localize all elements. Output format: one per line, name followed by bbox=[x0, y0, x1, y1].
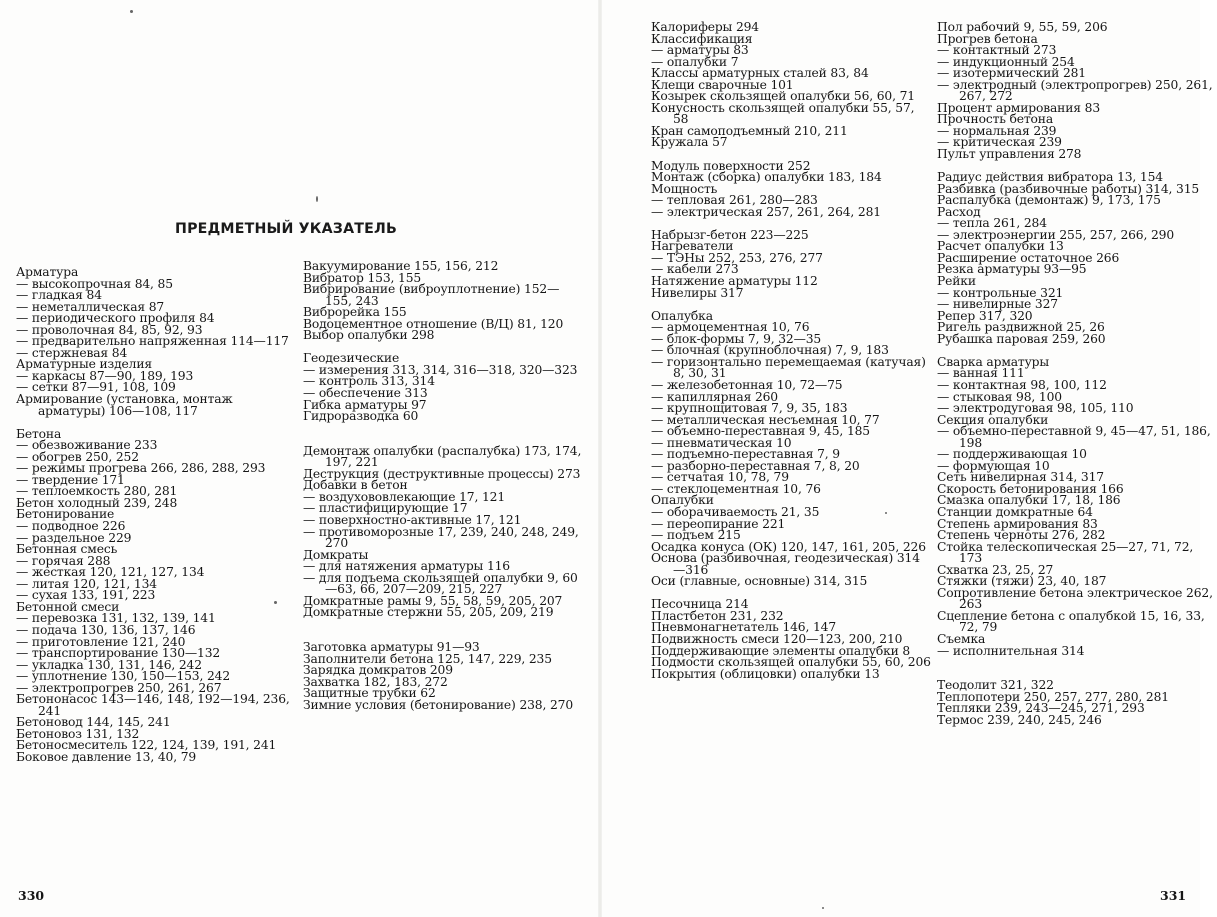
index-entry: Козырек скользящей опалубки 56, 60, 71 bbox=[651, 89, 915, 104]
index-entry: Степень армирования 83 bbox=[937, 516, 1098, 531]
index-entry: — металлическая несъемная 10, 77 bbox=[651, 412, 880, 427]
index-entry: — обогрев 250, 252 bbox=[16, 449, 139, 464]
index-entry: Водоцементное отношение (В/Ц) 81, 120 bbox=[303, 316, 564, 331]
index-entry: — уплотнение 130, 150—153, 242 bbox=[16, 669, 231, 684]
index-entry: — обезвоживание 233 bbox=[16, 438, 158, 453]
index-entry: Секция опалубки bbox=[937, 412, 1049, 427]
index-entry: Прочность бетона bbox=[937, 112, 1054, 127]
index-entry: Заполнители бетона 125, 147, 229, 235 bbox=[303, 651, 552, 666]
index-entry: — тепла 261, 284 bbox=[937, 216, 1047, 231]
index-entry: Конусность скользящей опалубки 55, 57, 58 bbox=[651, 100, 919, 127]
index-entry: Натяжение арматуры 112 bbox=[651, 274, 818, 289]
index-entry: Схватка 23, 25, 27 bbox=[937, 562, 1054, 577]
index-entry: Станции домкратные 64 bbox=[937, 504, 1093, 519]
index-entry: Разбивка (разбивочные работы) 314, 315 bbox=[937, 181, 1200, 196]
index-entry: — объемно-переставной 9, 45—47, 51, 186, 198 bbox=[937, 424, 1215, 450]
index-entry: Боковое давление 13, 40, 79 bbox=[16, 749, 197, 764]
index-entry: — сетки 87—91, 108, 109 bbox=[16, 380, 176, 395]
index-entry: Деструкция (деструктивные процессы) 273 bbox=[303, 466, 581, 481]
index-entry: — высокопрочная 84, 85 bbox=[16, 276, 173, 291]
index-entry: — блочная (крупноблочная) 7, 9, 183 bbox=[651, 343, 889, 358]
index-entry: Радиус действия вибратора 13, 154 bbox=[937, 170, 1163, 185]
index-entry: — предварительно напряженная 114—117 bbox=[16, 334, 289, 349]
index-entry: — тепловая 261, 280—283 bbox=[651, 193, 818, 208]
index-entry: — разборно-переставная 7, 8, 20 bbox=[651, 458, 860, 473]
index-spacer bbox=[303, 423, 583, 435]
page-number-right: 331 bbox=[1160, 888, 1187, 903]
index-entry: Сцепление бетона с опалубкой 15, 16, 33, 72, 79 bbox=[937, 608, 1209, 635]
index-entry: Кран самоподъемный 210, 211 bbox=[651, 123, 848, 138]
index-entry: — подъем 215 bbox=[651, 528, 741, 543]
index-entry: Теодолит 321, 322 bbox=[937, 678, 1054, 693]
index-entry: Классификация bbox=[651, 31, 753, 46]
index-entry: — для натяжения арматуры 116 bbox=[303, 559, 510, 574]
index-entry: Стяжки (тяжи) 23, 40, 187 bbox=[937, 574, 1107, 589]
index-spacer bbox=[303, 619, 583, 631]
index-entry: — критическая 239 bbox=[937, 135, 1062, 150]
index-entry: Демонтаж опалубки (распалубка) 173, 174, 197, 221 bbox=[303, 443, 585, 470]
index-entry: — индукционный 254 bbox=[937, 54, 1075, 69]
index-entry: — контактная 98, 100, 112 bbox=[937, 377, 1107, 392]
index-entry: Виброрейка 155 bbox=[303, 305, 407, 320]
index-entry: — гладкая 84 bbox=[16, 288, 102, 303]
index-entry: Сварка арматуры bbox=[937, 354, 1050, 369]
index-entry: Смазка опалубки 17, 18, 186 bbox=[937, 493, 1121, 508]
index-entry: Прогрев бетона bbox=[937, 31, 1038, 46]
index-entry: Покрытия (облицовки) опалубки 13 bbox=[651, 666, 880, 681]
index-entry: Домкратные стержни 55, 205, 209, 219 bbox=[303, 605, 554, 620]
index-entry: Зарядка домкратов 209 bbox=[303, 663, 453, 678]
index-entry: — ванная 111 bbox=[937, 366, 1025, 381]
index-entry: — электродуговая 98, 105, 110 bbox=[937, 401, 1134, 416]
index-entry: Рейки bbox=[937, 274, 976, 289]
index-entry: — режимы прогрева 266, 286, 288, 293 bbox=[16, 461, 266, 476]
index-entry: Монтаж (сборка) опалубки 183, 184 bbox=[651, 170, 882, 185]
index-entry: — стыковая 98, 100 bbox=[937, 389, 1062, 404]
index-entry: Нагреватели bbox=[651, 239, 734, 254]
index-entry: Сопротивление бетона электрическое 262, 263 bbox=[937, 585, 1217, 612]
index-entry: Пульт управления 278 bbox=[937, 147, 1082, 162]
index-entry: Опалубка bbox=[651, 308, 713, 323]
index-entry: Выбор опалубки 298 bbox=[303, 328, 435, 343]
index-entry: — укладка 130, 131, 146, 242 bbox=[16, 657, 202, 672]
index-entry: Скорость бетонирования 166 bbox=[937, 481, 1124, 496]
index-entry: — нивелирные 327 bbox=[937, 297, 1058, 312]
index-entry: Подвижность смеси 120—123, 200, 210 bbox=[651, 631, 903, 646]
index-entry: Арматурные изделия bbox=[16, 357, 152, 372]
index-entry: Бетона bbox=[16, 426, 62, 441]
index-entry: Захватка 182, 183, 272 bbox=[303, 674, 448, 689]
index-entry: Репер 317, 320 bbox=[937, 308, 1033, 323]
index-entry: — обеспечение 313 bbox=[303, 386, 428, 401]
index-entry: — крупнощитовая 7, 9, 35, 183 bbox=[651, 401, 848, 416]
index-entry: Домкратные рамы 9, 55, 58, 59, 205, 207 bbox=[303, 593, 563, 608]
index-entry: — сетчатая 10, 78, 79 bbox=[651, 470, 789, 485]
index-entry: — сухая 133, 191, 223 bbox=[16, 588, 156, 603]
index-entry: — периодического профиля 84 bbox=[16, 311, 215, 326]
index-entry: — подача 130, 136, 137, 146 bbox=[16, 622, 196, 637]
index-entry: Осадка конуса (ОК) 120, 147, 161, 205, 226 bbox=[651, 539, 926, 554]
index-entry: — каркасы 87—90, 189, 193 bbox=[16, 368, 194, 383]
index-entry: — электроэнергии 255, 257, 266, 290 bbox=[937, 227, 1175, 242]
index-entry: Стойка телескопическая 25—27, 71, 72, 173 bbox=[937, 539, 1197, 566]
index-entry: Бетонная смесь bbox=[16, 542, 118, 557]
index-entry: Бетон холодный 239, 248 bbox=[16, 495, 178, 510]
index-spacer bbox=[937, 657, 1217, 669]
index-entry: — твердение 171 bbox=[16, 472, 125, 487]
index-entry: — проволочная 84, 85, 92, 93 bbox=[16, 322, 203, 337]
index-entry: Сеть нивелирная 314, 317 bbox=[937, 470, 1104, 485]
index-column-2 bbox=[303, 261, 583, 711]
index-entry: — формующая 10 bbox=[937, 458, 1050, 473]
index-entry: — подъемно-переставная 7, 9 bbox=[651, 447, 840, 462]
index-column-4 bbox=[937, 22, 1217, 726]
index-entry: Бетоновод 144, 145, 241 bbox=[16, 715, 171, 730]
index-entry: Мощность bbox=[651, 181, 718, 196]
index-entry: Подмости скользящей опалубки 55, 60, 206 bbox=[651, 655, 931, 670]
index-entry: — горизонтально перемещаемая (катучая) 8, 30, 31 bbox=[651, 354, 930, 381]
index-entry: — исполнительная 314 bbox=[937, 643, 1085, 658]
index-entry: Расширение остаточное 266 bbox=[937, 250, 1120, 265]
index-entry: Процент армирования 83 bbox=[937, 100, 1100, 115]
index-entry: — перевозка 131, 132, 139, 141 bbox=[16, 611, 216, 626]
index-entry: — объемно-переставная 9, 45, 185 bbox=[651, 424, 870, 439]
index-entry: Вибрирование (виброуплотнение) 152—155, 243 bbox=[303, 282, 560, 308]
index-entry: — раздельное 229 bbox=[16, 530, 132, 545]
page-331 bbox=[600, 0, 1217, 917]
index-entry: Термос 239, 240, 245, 246 bbox=[937, 712, 1102, 727]
index-entry: Бетоновоз 131, 132 bbox=[16, 726, 140, 741]
index-entry: Защитные трубки 62 bbox=[303, 686, 436, 701]
index-entry: Оси (главные, основные) 314, 315 bbox=[651, 574, 868, 589]
index-entry: Добавки в бетон bbox=[303, 478, 408, 493]
index-entry: Теплопотери 250, 257, 277, 280, 281 bbox=[937, 689, 1169, 704]
index-entry: — жесткая 120, 121, 127, 134 bbox=[16, 565, 205, 580]
index-entry: — блок-формы 7, 9, 32—35 bbox=[651, 331, 822, 346]
index-entry: — изотермический 281 bbox=[937, 66, 1086, 81]
index-entry: — ТЭНы 252, 253, 276, 277 bbox=[651, 250, 823, 265]
index-entry: — поверхностно-активные 17, 121 bbox=[303, 513, 522, 528]
index-entry: — армоцементная 10, 76 bbox=[651, 320, 810, 335]
index-entry: — кабели 273 bbox=[651, 262, 739, 277]
index-entry: — стержневая 84 bbox=[16, 345, 128, 360]
index-entry: — стеклоцементная 10, 76 bbox=[651, 481, 821, 496]
index-entry: — измерения 313, 314, 316—318, 320—323 bbox=[303, 362, 578, 377]
index-entry: — литая 120, 121, 134 bbox=[16, 576, 157, 591]
index-entry: — противоморозные 17, 239, 240, 248, 249, 270 bbox=[303, 524, 583, 551]
index-entry: — подводное 226 bbox=[16, 519, 126, 534]
index-entry: Ригель раздвижной 25, 26 bbox=[937, 320, 1105, 335]
index-column-1 bbox=[16, 267, 296, 764]
index-entry: Бетоносмеситель 122, 124, 139, 191, 241 bbox=[16, 738, 277, 753]
index-entry: Нивелиры 317 bbox=[651, 285, 744, 300]
index-entry: Вакуумирование 155, 156, 212 bbox=[303, 259, 499, 273]
print-speck bbox=[885, 512, 887, 514]
index-entry: — нормальная 239 bbox=[937, 123, 1057, 138]
page-330 bbox=[0, 0, 600, 917]
index-entry: Кружала 57 bbox=[651, 135, 728, 150]
index-entry: — железобетонная 10, 72—75 bbox=[651, 377, 843, 392]
index-entry: Клещи сварочные 101 bbox=[651, 77, 794, 92]
index-entry: Расчет опалубки 13 bbox=[937, 239, 1064, 254]
index-entry: — горячая 288 bbox=[16, 553, 111, 568]
index-entry: — контактный 273 bbox=[937, 43, 1057, 58]
index-entry: Основа (разбивочная, геодезическая) 314—316 bbox=[651, 551, 920, 577]
index-entry: Домкраты bbox=[303, 547, 369, 562]
index-entry: — арматуры 83 bbox=[651, 43, 749, 58]
index-entry: Резка арматуры 93—95 bbox=[937, 262, 1087, 277]
index-entry: — контроль 313, 314 bbox=[303, 374, 435, 389]
index-entry: — воздухововлекающие 17, 121 bbox=[303, 489, 505, 504]
index-title: ПРЕДМЕТНЫЙ УКАЗАТЕЛЬ bbox=[175, 221, 398, 237]
index-entry: Тепляки 239, 243—245, 271, 293 bbox=[937, 701, 1145, 716]
index-entry: Поддерживающие элементы опалубки 8 bbox=[651, 643, 911, 658]
index-entry: Набрызг-бетон 223—225 bbox=[651, 227, 809, 242]
index-entry: Степень черноты 276, 282 bbox=[937, 528, 1106, 543]
index-entry: — пневматическая 10 bbox=[651, 435, 792, 450]
index-entry: Классы арматурных сталей 83, 84 bbox=[651, 66, 869, 81]
index-entry: — капиллярная 260 bbox=[651, 389, 778, 404]
index-entry: — неметаллическая 87 bbox=[16, 299, 165, 314]
print-speck bbox=[822, 907, 824, 909]
index-entry: Гибка арматуры 97 bbox=[303, 397, 427, 412]
index-entry: Заготовка арматуры 91—93 bbox=[303, 640, 480, 655]
index-entry: Геодезические bbox=[303, 351, 400, 366]
index-entry: Армирование (установка, монтаж арматуры) 106—108, 117 bbox=[16, 392, 237, 418]
index-entry: Бетононасос 143—146, 148, 192—194, 236, 241 bbox=[16, 692, 294, 718]
index-entry: — теплоемкость 280, 281 bbox=[16, 484, 178, 499]
index-column-3 bbox=[651, 22, 931, 680]
index-entry: Арматура bbox=[16, 265, 79, 279]
index-entry: Бетонирование bbox=[16, 507, 115, 522]
index-entry: Модуль поверхности 252 bbox=[651, 158, 811, 173]
index-entry: Опалубки bbox=[651, 493, 714, 508]
index-entry: — приготовление 121, 240 bbox=[16, 634, 186, 649]
index-entry: Распалубка (демонтаж) 9, 173, 175 bbox=[937, 193, 1161, 208]
index-entry: — оборачиваемость 21, 35 bbox=[651, 504, 820, 519]
index-entry: Рубашка паровая 259, 260 bbox=[937, 331, 1106, 346]
index-entry: — транспортирование 130—132 bbox=[16, 646, 221, 661]
index-entry: Пол рабочий 9, 55, 59, 206 bbox=[937, 20, 1108, 34]
index-entry: — поддерживающая 10 bbox=[937, 447, 1087, 462]
index-entry: Пластбетон 231, 232 bbox=[651, 608, 784, 623]
index-entry: Гидроразводка 60 bbox=[303, 409, 419, 424]
page-number-left: 330 bbox=[18, 888, 45, 903]
index-entry: Бетонной смеси bbox=[16, 599, 120, 614]
index-entry: — переопирание 221 bbox=[651, 516, 786, 531]
print-speck bbox=[274, 601, 277, 604]
index-entry: Расход bbox=[937, 204, 981, 219]
index-entry: — электропрогрев 250, 261, 267 bbox=[16, 680, 222, 695]
index-entry: Песочница 214 bbox=[651, 597, 749, 612]
index-entry: Вибратор 153, 155 bbox=[303, 270, 422, 285]
print-speck bbox=[130, 10, 133, 13]
index-entry: — для подъема скользящей опалубки 9, 60—63, 66, 207—209, 215, 227 bbox=[303, 570, 578, 597]
index-entry: — пластифицирующие 17 bbox=[303, 501, 468, 516]
index-entry: Съемка bbox=[937, 631, 986, 646]
index-entry: Пневмонагнетатель 146, 147 bbox=[651, 620, 837, 635]
index-entry: — контрольные 321 bbox=[937, 285, 1064, 300]
index-entry: Зимние условия (бетонирование) 238, 270 bbox=[303, 697, 574, 712]
index-entry: — электрическая 257, 261, 264, 281 bbox=[651, 204, 881, 219]
index-entry: — опалубки 7 bbox=[651, 54, 739, 69]
print-speck bbox=[316, 196, 318, 202]
index-entry: — электродный (электропрогрев) 250, 261, 267, 272 bbox=[937, 77, 1217, 104]
index-entry: Калориферы 294 bbox=[651, 20, 759, 34]
